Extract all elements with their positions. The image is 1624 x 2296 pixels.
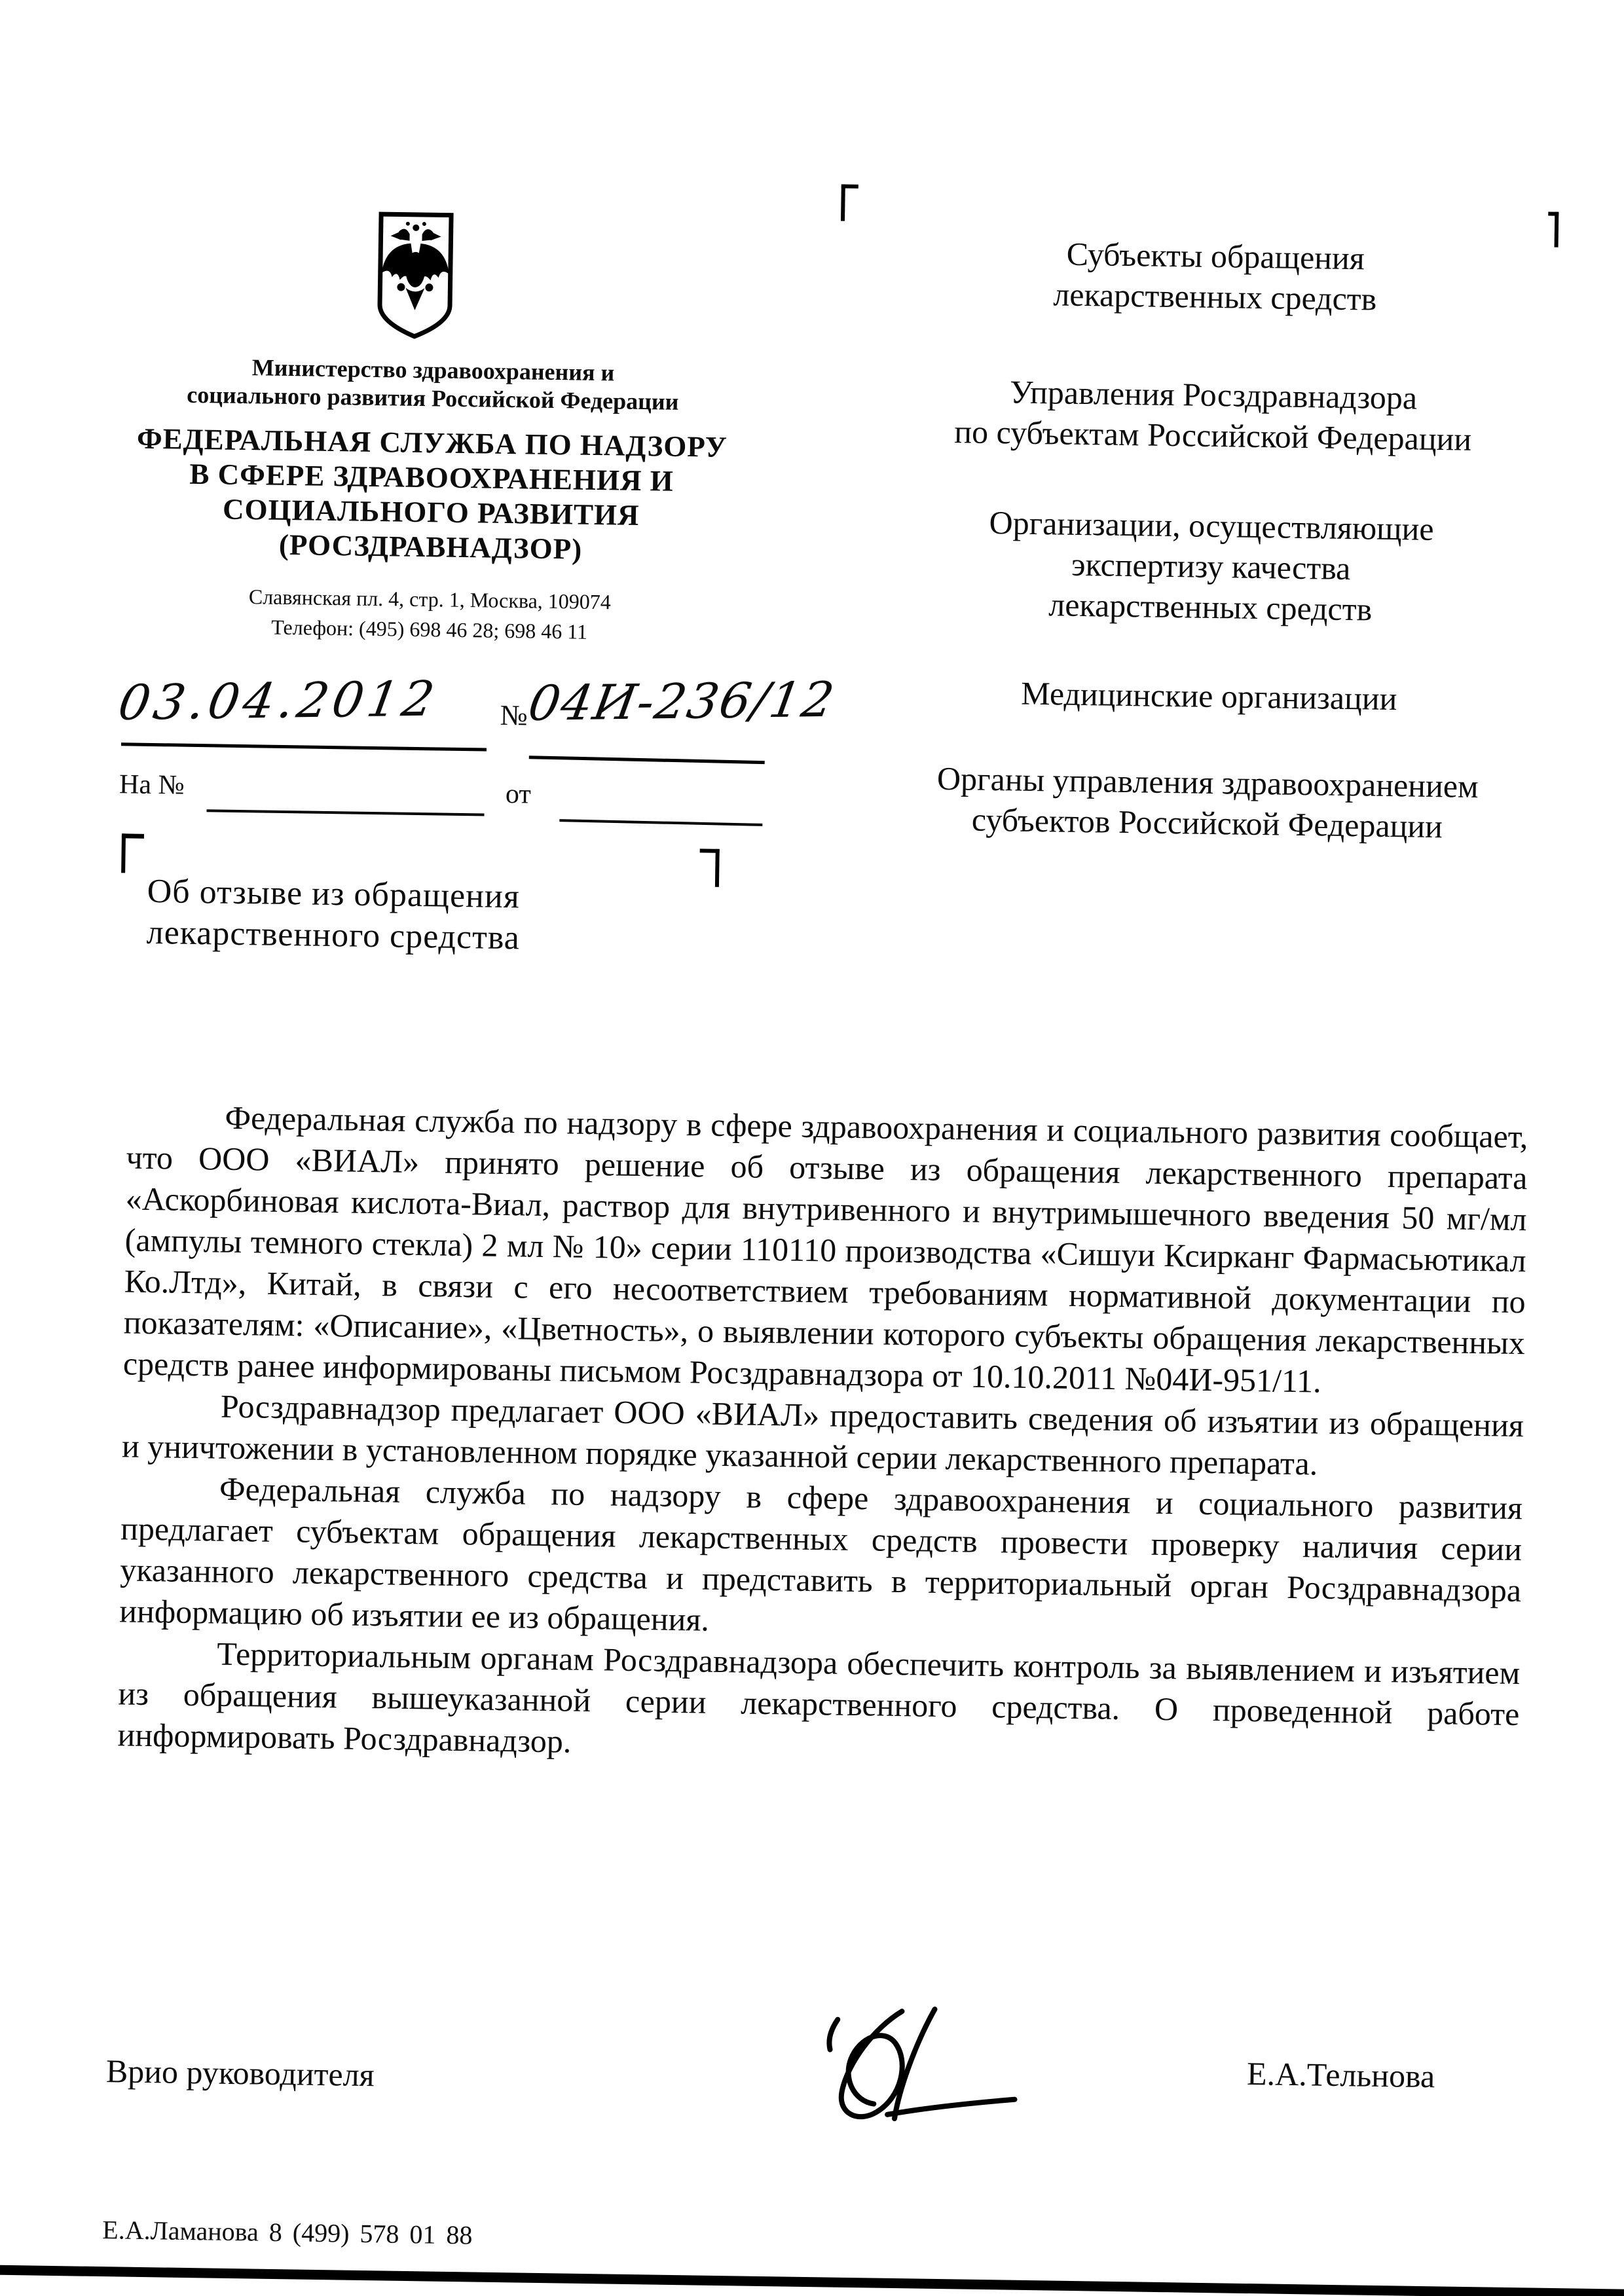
recipient-block — [847, 500, 1576, 632]
recipient-line: лекарственных средств — [1048, 586, 1373, 628]
agency-name-line: В СФЕРЕ ЗДРАВООХРАНЕНИЯ И — [189, 457, 674, 498]
body-paragraph: Росздравнадзор предлагает ООО «ВИАЛ» предоставить сведения об изъятии из обращения и уничтожении в установленном порядке указанной серии лекарственного препарата. — [121, 1387, 1524, 1482]
letterhead — [115, 205, 750, 672]
reply-date-underline — [559, 819, 762, 826]
reply-number-underline — [207, 809, 485, 816]
recipient-line: лекарственных средств — [1053, 276, 1377, 318]
recipient-block — [843, 757, 1572, 848]
recipient-block — [845, 670, 1573, 721]
agency-name — [116, 421, 747, 569]
signer-name: Е.А.Тельнова — [1246, 2055, 1435, 2095]
letter-subject-line: Об отзыве из обращения — [147, 872, 521, 916]
recipients-column — [843, 178, 1580, 883]
outgoing-number-handwritten: 04И-236/12 — [524, 672, 840, 732]
agency-address: Славянская пл. 4, стр. 1, Москва, 109074 — [248, 585, 612, 614]
outgoing-number-sign: № — [500, 699, 528, 732]
outgoing-date-handwritten: 03.04.2012 — [114, 670, 442, 731]
subject-block — [120, 833, 744, 987]
recipient-line: экспертизу качества — [1071, 545, 1351, 587]
signature-icon — [731, 1997, 1021, 2145]
signer-title: Врио руководителя — [105, 2052, 375, 2094]
ministry-name — [119, 352, 748, 417]
letter-subject-line: лекарственного средства — [146, 913, 521, 957]
coat-of-arms-russia-icon — [370, 209, 460, 341]
recipient-block — [851, 230, 1579, 322]
agency-contacts — [115, 579, 744, 649]
reply-date-label: от — [505, 778, 532, 810]
letter-body — [117, 1095, 1528, 1776]
scan-edge-artifact — [0, 2265, 1624, 2296]
body-paragraph: Федеральная служба по надзору в сфере здравоохранения и социального развития сообщает, что ООО «ВИАЛ» принято решение об отзыве из обращения лекарственного препарата «Аскорбиновая кислота-Виал, раствор для внутривенного и внутримышечного введения 50 мг/мл (ампулы темного стекла) 2 мл № 10» серии 110110 производства «Сишуи Ксирканг Фармасьютикал Ко.Лтд», Китай, в связи с его несоответствием требованиям нормативной документации по показателям: «Описание», «Цветность», о выявлении которого субъекты обращения лекарственных средств ранее информированы письмом Росздравнадзора от 10.10.2011 №04И-951/11. — [122, 1099, 1528, 1400]
body-paragraph: Федеральная служба по надзору в сфере здравоохранения и социального развития предлагает субъектам обращения лекарственных средств провести проверку наличия серии указанного лекарственного средства и представить в территориальный орган Росздравнадзора информацию об изъятии ее из обращения. — [119, 1470, 1523, 1638]
recipients-corner-left-icon — [841, 185, 845, 221]
body-paragraph: Территориальным органам Росздравнадзора обеспечить контроль за выявлением и изъятием из обращения вышеуказанной серии лекарственного средства. О проведенной работе информировать Росздравнадзор. — [117, 1635, 1521, 1760]
agency-name-line: (РОСЗДРАВНАДЗОР) — [278, 528, 583, 566]
recipient-line: Субъекты обращения — [1066, 235, 1365, 277]
subject-corner-left-icon — [122, 833, 144, 839]
letter-subject — [146, 871, 521, 958]
agency-name-line: СОЦИАЛЬНОГО РАЗВИТИЯ — [222, 492, 640, 532]
recipient-line: Управления Росздравнадзора — [1009, 373, 1418, 416]
number-underline — [529, 756, 765, 764]
recipient-line: субъектов Российской Федерации — [971, 801, 1443, 845]
subject-corner-right-icon — [715, 849, 720, 887]
agency-phone: Телефон: (495) 698 46 28; 698 46 11 — [271, 615, 588, 644]
subject-corner-left-icon — [121, 833, 126, 873]
reference-block — [114, 669, 840, 836]
recipient-block — [849, 369, 1578, 461]
reply-number-label: На № — [119, 769, 185, 801]
ministry-name-line: Министерство здравоохранения и — [251, 354, 615, 386]
agency-name-line: ФЕДЕРАЛЬНАЯ СЛУЖБА ПО НАДЗОРУ — [136, 422, 728, 464]
executor-contact: Е.А.Ламанова 8 (499) 578 01 88 — [102, 2215, 473, 2250]
date-underline — [121, 742, 487, 751]
ministry-name-line: социального развития Российской Федерации — [187, 381, 679, 415]
recipient-line: Медицинские организации — [1020, 674, 1397, 718]
recipient-line: Органы управления здравоохранением — [936, 759, 1479, 805]
recipients-corner-left-icon — [841, 185, 858, 189]
recipient-line: Организации, осуществляющие — [989, 503, 1435, 547]
recipient-line: по субъектам Российской Федерации — [953, 413, 1472, 458]
